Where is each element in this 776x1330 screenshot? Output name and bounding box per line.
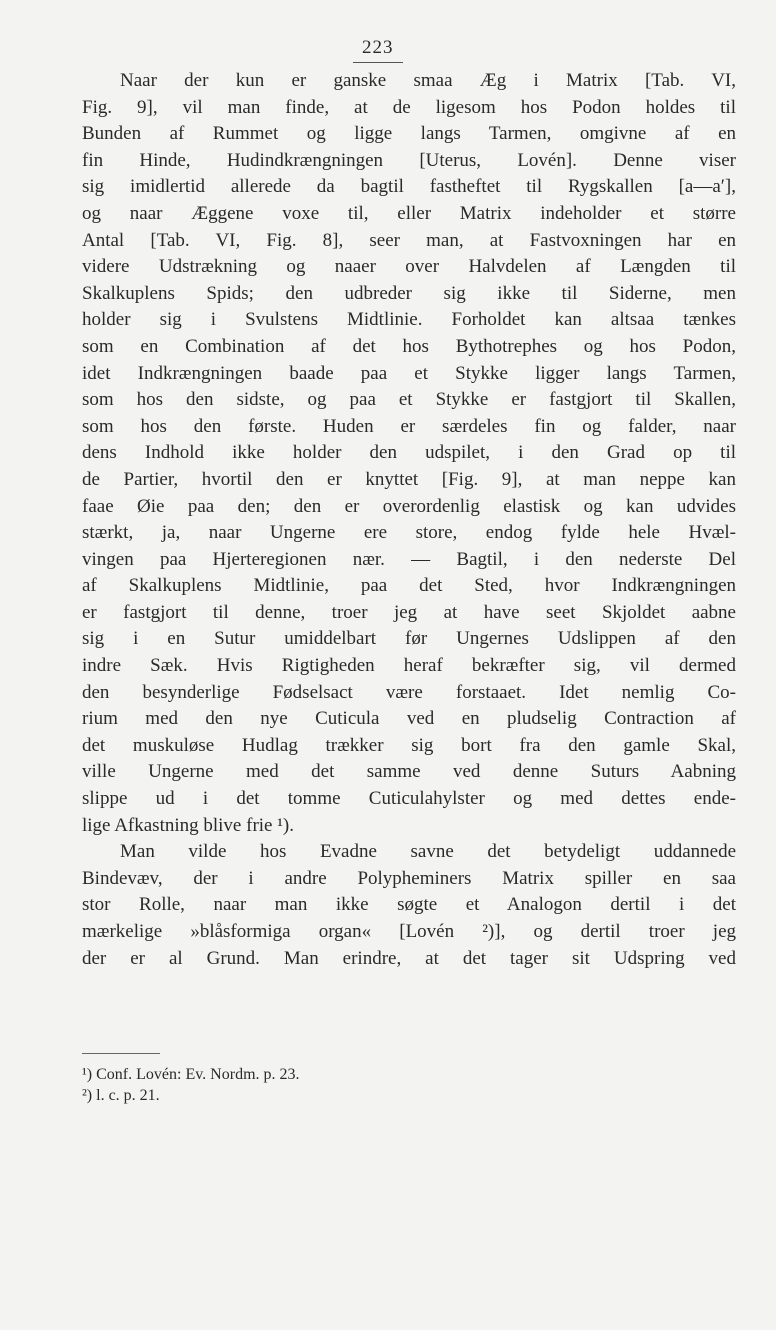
footnotes (82, 1064, 482, 1106)
text-line: der er al Grund. Man erindre, at det tager sit Udspring ved (82, 947, 736, 969)
text-line: holder sig i Svulstens Midtlinie. Forholdet kan altsaa tænkes (82, 309, 736, 331)
text-line: stærkt, ja, naar Ungerne ere store, endog fylde hele Hvæl- (82, 522, 736, 544)
text-line: af Skalkuplens Midtlinie, paa det Sted, hvor Indkrængningen (82, 575, 736, 597)
text-line: faae Øie paa den; den er overordenlig elastisk og kan udvides (82, 495, 736, 517)
page-number: 223 (362, 37, 394, 58)
text-line: vingen paa Hjerteregionen nær. — Bagtil, i den nederste Del (82, 548, 736, 570)
page-number-underline (353, 62, 403, 63)
text-line: Antal [Tab. VI, Fig. 8], seer man, at Fastvoxningen har en (82, 229, 736, 251)
text-line: Naar der kun er ganske smaa Æg i Matrix [Tab. VI, (120, 70, 736, 91)
text-line: mærkelige »blåsformiga organ« [Lovén ²)], og dertil troer jeg (82, 921, 736, 942)
text-line: de Partier, hvortil den er knyttet [Fig. 9], at man neppe kan (82, 468, 736, 490)
footnote: ²) l. c. p. 21. (82, 1087, 160, 1104)
text-line: som hos den første. Huden er særdeles fin og falder, naar (82, 415, 736, 437)
text-line: rium med den nye Cuticula ved en pludselig Contraction af (82, 708, 736, 730)
text-line: slippe ud i det tomme Cuticulahylster og med dettes ende- (82, 788, 736, 810)
footnote-separator (82, 1053, 160, 1054)
footnote: ¹) Conf. Lovén: Ev. Nordm. p. 23. (82, 1066, 300, 1083)
text-line: dens Indhold ikke holder den udspilet, i den Grad op til (82, 442, 736, 464)
text-line: Fig. 9], vil man finde, at de ligesom hos Podon holdes til (82, 96, 736, 118)
text-line: idet Indkrængningen baade paa et Stykke ligger langs Tarmen, (82, 362, 736, 384)
text-line: sig imidlertid allerede da bagtil fastheftet til Rygskallen [a—a′], (82, 176, 736, 198)
text-line: fin Hinde, Hudindkrængningen [Uterus, Lovén]. Denne viser (82, 149, 736, 171)
text-line: det muskuløse Hudlag trækker sig bort fra den gamle Skal, (82, 734, 736, 756)
text-line: den besynderlige Fødselsact være forstaaet. Idet nemlig Co- (82, 681, 736, 703)
text-line: Bindevæv, der i andre Polypheminers Matrix spiller en saa (82, 867, 736, 889)
text-line: sig i en Sutur umiddelbart før Ungernes Udslippen af den (82, 628, 736, 650)
text-line: Bunden af Rummet og ligge langs Tarmen, omgivne af en (82, 123, 736, 145)
text-line: Skalkuplens Spids; den udbreder sig ikke til Siderne, men (82, 282, 736, 304)
text-line: stor Rolle, naar man ikke søgte et Analogon dertil i det (82, 894, 736, 916)
text-line: Man vilde hos Evadne savne det betydeligt uddannede (120, 841, 736, 863)
body-text (82, 68, 736, 972)
text-line: lige Afkastning blive frie ¹). (82, 814, 295, 836)
text-line: indre Sæk. Hvis Rigtigheden heraf bekræfter sig, vil dermed (82, 655, 736, 677)
text-line: og naar Æggene voxe til, eller Matrix indeholder et større (82, 202, 736, 224)
text-line: som en Combination af det hos Bythotrephes og hos Podon, (82, 335, 736, 357)
text-line: som hos den sidste, og paa et Stykke er fastgjort til Skallen, (82, 389, 736, 411)
text-line: ville Ungerne med det samme ved denne Suturs Aabning (82, 761, 736, 783)
text-line: er fastgjort til denne, troer jeg at have seet Skjoldet aabne (82, 601, 736, 623)
text-line: videre Udstrækning og naaer over Halvdelen af Længden til (82, 256, 736, 278)
